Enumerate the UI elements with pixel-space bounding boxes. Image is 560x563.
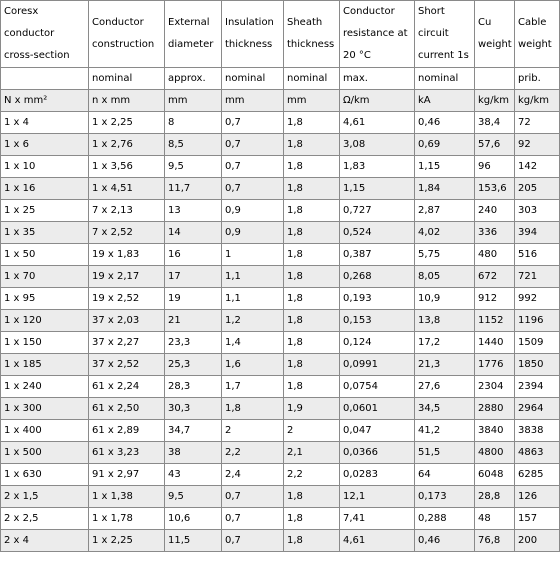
table-cell: 1,15 [415, 156, 475, 178]
table-cell: 7,41 [340, 508, 415, 530]
table-row [1, 156, 560, 178]
table-cell: 57,6 [475, 134, 515, 156]
table-cell: 1,8 [284, 244, 340, 266]
table-cell: 1850 [515, 354, 560, 376]
table-cell: 61 x 2,89 [89, 420, 165, 442]
table-cell: 0,153 [340, 310, 415, 332]
table-cell: 394 [515, 222, 560, 244]
table-cell: 1,2 [222, 310, 284, 332]
table-cell: 10,9 [415, 288, 475, 310]
table-cell: 2394 [515, 376, 560, 398]
table-row [1, 464, 560, 486]
table-row [1, 442, 560, 464]
table-cell: 1 x 500 [1, 442, 89, 464]
table-cell: 1 x 120 [1, 310, 89, 332]
table-cell: 0,7 [222, 486, 284, 508]
table-cell: 0,69 [415, 134, 475, 156]
table-cell: 721 [515, 266, 560, 288]
table-cell: 1,7 [222, 376, 284, 398]
table-cell: 1,4 [222, 332, 284, 354]
table-cell: 0,0283 [340, 464, 415, 486]
table-cell: 1,83 [340, 156, 415, 178]
units-cell: N x mm² [1, 90, 89, 112]
qualifier-cell: nominal [415, 68, 475, 90]
table-cell: 0,124 [340, 332, 415, 354]
table-row [1, 134, 560, 156]
table-cell: 8 [165, 112, 222, 134]
qualifier-cell: nominal [222, 68, 284, 90]
table-cell: 2 x 2,5 [1, 508, 89, 530]
table-cell: 0,7 [222, 178, 284, 200]
table-cell: 1 x 2,25 [89, 530, 165, 552]
table-cell: 1,8 [284, 112, 340, 134]
header-cell: Sheath thickness [284, 1, 340, 68]
table-cell: 96 [475, 156, 515, 178]
table-cell: 1,8 [284, 156, 340, 178]
table-cell: 9,5 [165, 156, 222, 178]
table-cell: 34,7 [165, 420, 222, 442]
table-cell: 1,8 [284, 266, 340, 288]
table-cell: 12,1 [340, 486, 415, 508]
qualifier-cell [475, 68, 515, 90]
table-cell: 1 x 2,25 [89, 112, 165, 134]
units-cell: Ω/km [340, 90, 415, 112]
table-cell: 11,7 [165, 178, 222, 200]
units-cell: n x mm [89, 90, 165, 112]
table-cell: 27,6 [415, 376, 475, 398]
table-cell: 2880 [475, 398, 515, 420]
table-cell: 13 [165, 200, 222, 222]
table-cell: 1 x 150 [1, 332, 89, 354]
table-cell: 1,84 [415, 178, 475, 200]
table-cell: 1 x 10 [1, 156, 89, 178]
table-cell: 1 x 25 [1, 200, 89, 222]
units-cell: mm [222, 90, 284, 112]
table-cell: 1 x 4 [1, 112, 89, 134]
table-cell: 1,8 [284, 310, 340, 332]
table-cell: 64 [415, 464, 475, 486]
table-row [1, 486, 560, 508]
qualifier-cell: max. [340, 68, 415, 90]
table-cell: 2 [284, 420, 340, 442]
table-cell: 2,4 [222, 464, 284, 486]
table-cell: 480 [475, 244, 515, 266]
table-cell: 19 x 2,52 [89, 288, 165, 310]
table-cell: 17 [165, 266, 222, 288]
table-cell: 28,8 [475, 486, 515, 508]
table-cell: 2 x 1,5 [1, 486, 89, 508]
table-cell: 91 x 2,97 [89, 464, 165, 486]
table-cell: 1,8 [284, 332, 340, 354]
table-cell: 3840 [475, 420, 515, 442]
header-cell: Conductor resistance at 20 °C [340, 1, 415, 68]
table-cell: 1,8 [284, 222, 340, 244]
table-cell: 28,3 [165, 376, 222, 398]
table-cell: 2304 [475, 376, 515, 398]
table-cell: 2 x 4 [1, 530, 89, 552]
table-cell: 1776 [475, 354, 515, 376]
table-cell: 1,8 [284, 134, 340, 156]
units-cell: mm [165, 90, 222, 112]
table-cell: 0,7 [222, 134, 284, 156]
table-row [1, 112, 560, 134]
table-cell: 0,047 [340, 420, 415, 442]
table-row [1, 332, 560, 354]
table-cell: 1 x 50 [1, 244, 89, 266]
table-cell: 1 x 630 [1, 464, 89, 486]
table-cell: 1,1 [222, 288, 284, 310]
table-row [1, 288, 560, 310]
table-cell: 1509 [515, 332, 560, 354]
table-cell: 1152 [475, 310, 515, 332]
table-cell: 0,7 [222, 530, 284, 552]
table-cell: 1 x 400 [1, 420, 89, 442]
table-cell: 0,46 [415, 530, 475, 552]
table-cell: 3838 [515, 420, 560, 442]
table-cell: 37 x 2,03 [89, 310, 165, 332]
table-cell: 1,1 [222, 266, 284, 288]
table-cell: 992 [515, 288, 560, 310]
header-cell: Short circuit current 1s [415, 1, 475, 68]
table-cell: 25,3 [165, 354, 222, 376]
table-cell: 72 [515, 112, 560, 134]
header-cell: Conductor construction [89, 1, 165, 68]
table-cell: 126 [515, 486, 560, 508]
table-cell: 6285 [515, 464, 560, 486]
table-cell: 21 [165, 310, 222, 332]
table-cell: 0,268 [340, 266, 415, 288]
header-cell: Cu weight [475, 1, 515, 68]
table-cell: 1 x 35 [1, 222, 89, 244]
table-cell: 61 x 2,50 [89, 398, 165, 420]
table-cell: 0,7 [222, 112, 284, 134]
table-cell: 0,0991 [340, 354, 415, 376]
table-cell: 1,8 [284, 376, 340, 398]
table-cell: 2,1 [284, 442, 340, 464]
header-cell: Coresx conductor cross-section [1, 1, 89, 68]
units-cell: mm [284, 90, 340, 112]
table-row [1, 376, 560, 398]
table-cell: 4800 [475, 442, 515, 464]
table-cell: 1,8 [284, 288, 340, 310]
units-row [1, 90, 560, 112]
table-cell: 2,2 [284, 464, 340, 486]
table-cell: 4,02 [415, 222, 475, 244]
table-cell: 912 [475, 288, 515, 310]
table-cell: 10,6 [165, 508, 222, 530]
table-cell: 34,5 [415, 398, 475, 420]
table-cell: 2 [222, 420, 284, 442]
table-cell: 37 x 2,27 [89, 332, 165, 354]
table-cell: 4863 [515, 442, 560, 464]
table-cell: 8,05 [415, 266, 475, 288]
table-cell: 61 x 3,23 [89, 442, 165, 464]
table-cell: 2,2 [222, 442, 284, 464]
table-cell: 1 x 1,78 [89, 508, 165, 530]
table-cell: 5,75 [415, 244, 475, 266]
table-cell: 1,8 [284, 508, 340, 530]
table-cell: 0,0754 [340, 376, 415, 398]
qualifier-cell: nominal [284, 68, 340, 90]
table-cell: 6048 [475, 464, 515, 486]
table-row [1, 266, 560, 288]
table-cell: 1 x 3,56 [89, 156, 165, 178]
table-cell: 13,8 [415, 310, 475, 332]
table-cell: 0,387 [340, 244, 415, 266]
table-cell: 7 x 2,13 [89, 200, 165, 222]
table-cell: 1196 [515, 310, 560, 332]
table-cell: 1,8 [284, 530, 340, 552]
table-cell: 30,3 [165, 398, 222, 420]
table-cell: 1,8 [284, 200, 340, 222]
table-cell: 157 [515, 508, 560, 530]
units-cell: kg/km [515, 90, 560, 112]
table-cell: 1 x 300 [1, 398, 89, 420]
table-cell: 37 x 2,52 [89, 354, 165, 376]
header-row [1, 1, 560, 68]
table-cell: 1440 [475, 332, 515, 354]
qualifier-cell: prib. [515, 68, 560, 90]
table-cell: 1 x 185 [1, 354, 89, 376]
table-cell: 1 x 95 [1, 288, 89, 310]
qualifier-row [1, 68, 560, 90]
table-cell: 4,61 [340, 112, 415, 134]
table-cell: 1,6 [222, 354, 284, 376]
table-cell: 1 x 16 [1, 178, 89, 200]
table-cell: 1 [222, 244, 284, 266]
table-cell: 38 [165, 442, 222, 464]
table-cell: 336 [475, 222, 515, 244]
table-cell: 205 [515, 178, 560, 200]
table-row [1, 530, 560, 552]
table-cell: 200 [515, 530, 560, 552]
table-cell: 0,0601 [340, 398, 415, 420]
table-cell: 14 [165, 222, 222, 244]
table-row [1, 200, 560, 222]
qualifier-cell [1, 68, 89, 90]
table-cell: 1 x 6 [1, 134, 89, 156]
table-cell: 43 [165, 464, 222, 486]
table-cell: 0,7 [222, 508, 284, 530]
table-cell: 0,173 [415, 486, 475, 508]
table-cell: 1 x 1,38 [89, 486, 165, 508]
units-cell: kA [415, 90, 475, 112]
units-cell: kg/km [475, 90, 515, 112]
table-cell: 61 x 2,24 [89, 376, 165, 398]
table-cell: 3,08 [340, 134, 415, 156]
table-cell: 153,6 [475, 178, 515, 200]
table-cell: 0,288 [415, 508, 475, 530]
table-cell: 16 [165, 244, 222, 266]
table-row [1, 420, 560, 442]
table-cell: 0,9 [222, 222, 284, 244]
table-cell: 1 x 240 [1, 376, 89, 398]
table-cell: 1 x 2,76 [89, 134, 165, 156]
table-cell: 303 [515, 200, 560, 222]
table-row [1, 354, 560, 376]
table-cell: 21,3 [415, 354, 475, 376]
table-cell: 92 [515, 134, 560, 156]
table-cell: 11,5 [165, 530, 222, 552]
table-cell: 0,727 [340, 200, 415, 222]
table-cell: 17,2 [415, 332, 475, 354]
table-cell: 672 [475, 266, 515, 288]
table-cell: 240 [475, 200, 515, 222]
table-row [1, 398, 560, 420]
table-cell: 0,9 [222, 200, 284, 222]
table-cell: 8,5 [165, 134, 222, 156]
header-cell: Insulation thickness [222, 1, 284, 68]
table-cell: 7 x 2,52 [89, 222, 165, 244]
table-cell: 1,9 [284, 398, 340, 420]
table-cell: 1,8 [284, 486, 340, 508]
table-cell: 0,7 [222, 156, 284, 178]
header-cell: Cable weight [515, 1, 560, 68]
table-cell: 0,193 [340, 288, 415, 310]
table-cell: 1,8 [284, 178, 340, 200]
table-cell: 516 [515, 244, 560, 266]
table-row [1, 178, 560, 200]
table-cell: 0,46 [415, 112, 475, 134]
table-cell: 76,8 [475, 530, 515, 552]
qualifier-cell: approx. [165, 68, 222, 90]
table-cell: 51,5 [415, 442, 475, 464]
table-row [1, 244, 560, 266]
table-cell: 19 x 2,17 [89, 266, 165, 288]
qualifier-cell: nominal [89, 68, 165, 90]
table-cell: 1 x 4,51 [89, 178, 165, 200]
table-row [1, 222, 560, 244]
table-row [1, 508, 560, 530]
table-cell: 48 [475, 508, 515, 530]
table-cell: 2964 [515, 398, 560, 420]
table-cell: 2,87 [415, 200, 475, 222]
header-cell: External diameter [165, 1, 222, 68]
table-cell: 0,524 [340, 222, 415, 244]
table-cell: 1,15 [340, 178, 415, 200]
table-cell: 1 x 70 [1, 266, 89, 288]
table-cell: 19 x 1,83 [89, 244, 165, 266]
table-cell: 1,8 [284, 354, 340, 376]
table-cell: 142 [515, 156, 560, 178]
table-row [1, 310, 560, 332]
table-cell: 1,8 [222, 398, 284, 420]
table-cell: 41,2 [415, 420, 475, 442]
table-cell: 38,4 [475, 112, 515, 134]
table-cell: 4,61 [340, 530, 415, 552]
table-cell: 9,5 [165, 486, 222, 508]
table-cell: 23,3 [165, 332, 222, 354]
table-cell: 19 [165, 288, 222, 310]
table-cell: 0,0366 [340, 442, 415, 464]
